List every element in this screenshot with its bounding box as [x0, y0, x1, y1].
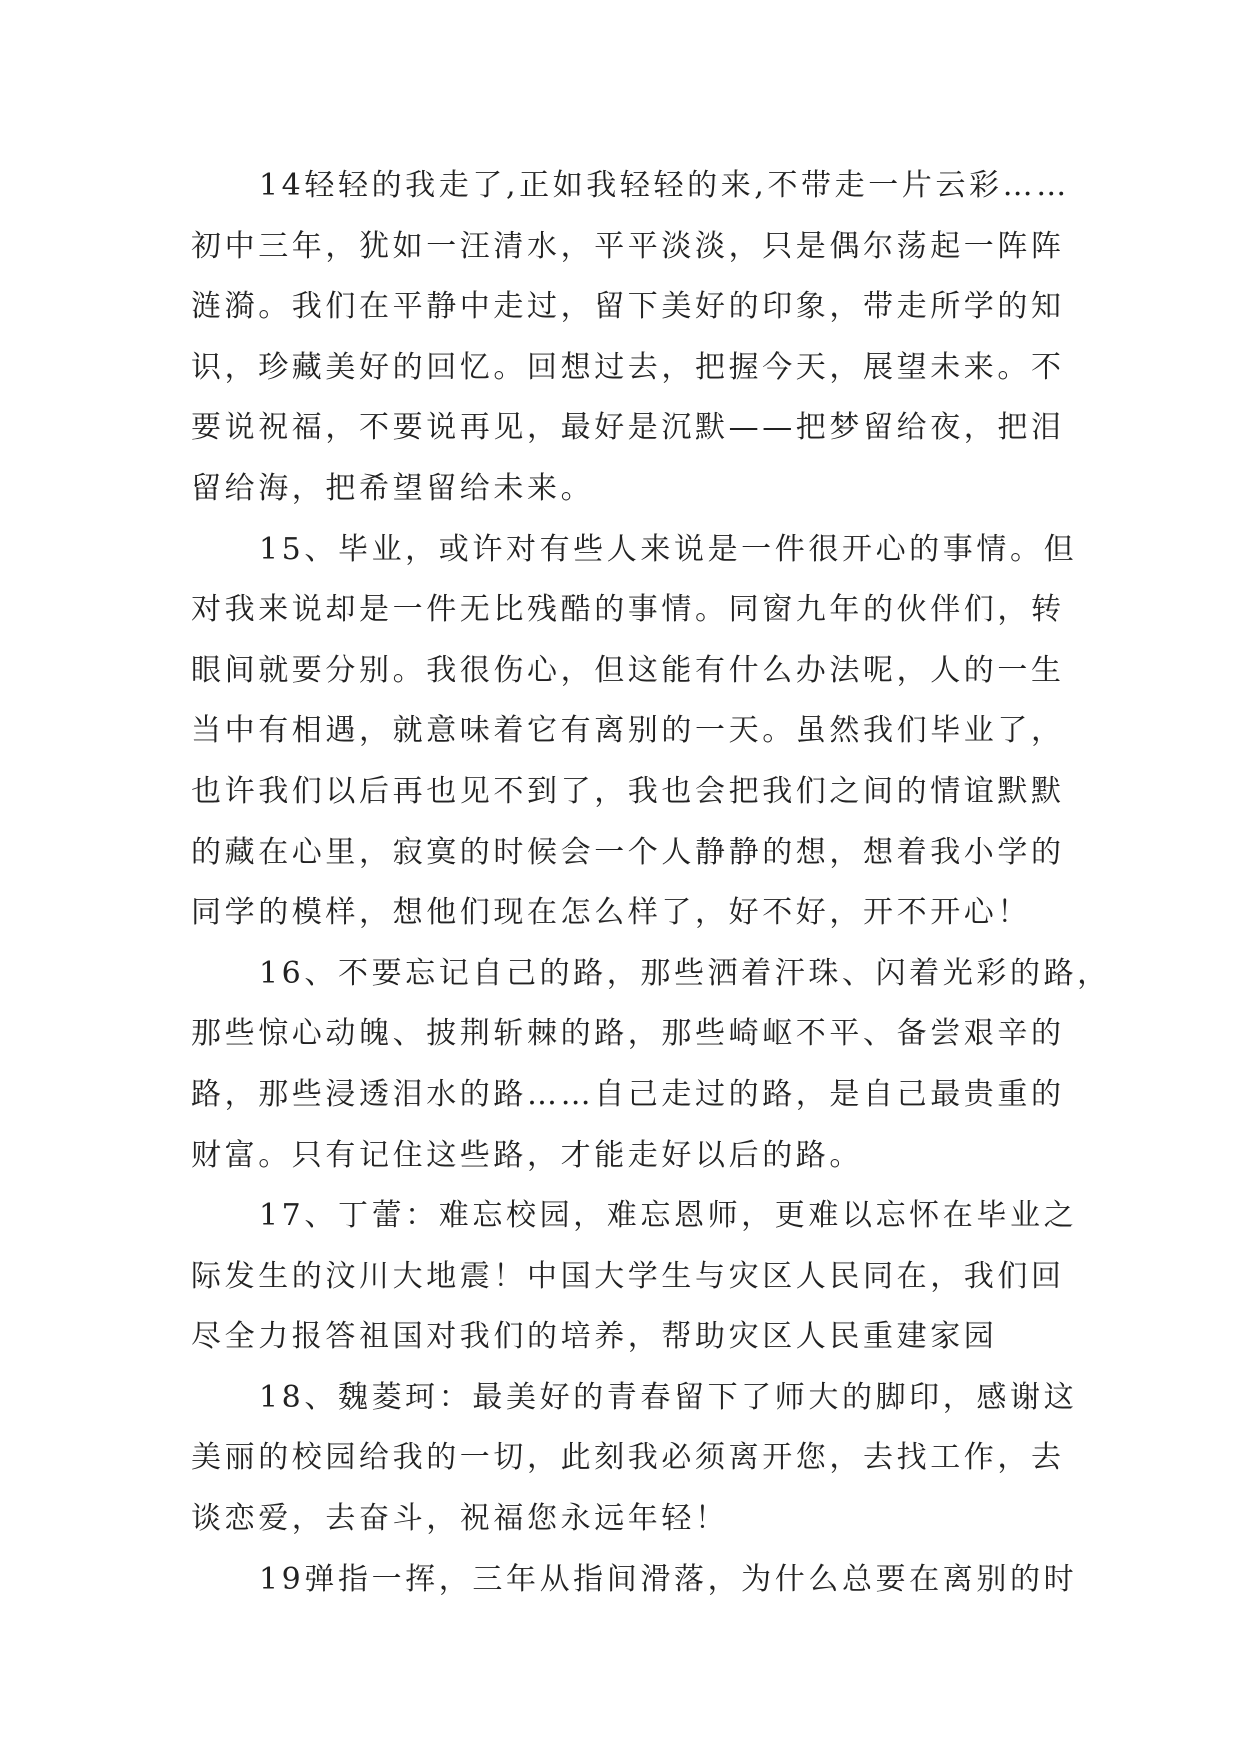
text-line: 尽全力报答祖国对我们的培养，帮助灾区人民重建家园	[191, 1319, 998, 1355]
text-line: 留给海，把希望留给未来。	[191, 470, 595, 506]
text-line: 眼间就要分别。我很伤心，但这能有什么办法呢，人的一生	[191, 652, 1065, 688]
text-line: 18、魏菱珂：最美好的青春留下了师大的脚印，感谢这	[259, 1379, 1078, 1415]
text-line: 那些惊心动魄、披荆斩棘的路，那些崎岖不平、备尝艰辛的	[191, 1016, 1065, 1052]
text-line: 15、毕业，或许对有些人来说是一件很开心的事情。但	[259, 531, 1078, 567]
text-line: 16、不要忘记自己的路，那些洒着汗珠、闪着光彩的路，	[259, 955, 1111, 991]
text-line: 识，珍藏美好的回忆。回想过去，把握今天，展望未来。不	[191, 349, 1065, 385]
text-line: 同学的模样，想他们现在怎么样了，好不好，开不开心！	[191, 895, 1031, 931]
text-line: 美丽的校园给我的一切，此刻我必须离开您，去找工作，去	[191, 1440, 1065, 1476]
text-line: 对我来说却是一件无比残酷的事情。同窗九年的伙伴们，转	[191, 592, 1065, 628]
text-line: 17、丁蕾：难忘校园，难忘恩师，更难以忘怀在毕业之	[259, 1198, 1078, 1234]
text-line: 财富。只有记住这些路，才能走好以后的路。	[191, 1137, 863, 1173]
text-line: 要说祝福，不要说再见，最好是沉默——把梦留给夜，把泪	[191, 410, 1065, 446]
text-line: 的藏在心里，寂寞的时候会一个人静静的想，想着我小学的	[191, 834, 1065, 870]
text-line: 19弹指一挥，三年从指间滑落，为什么总要在离别的时	[259, 1561, 1078, 1597]
text-line: 际发生的汶川大地震！中国大学生与灾区人民同在，我们回	[191, 1258, 1065, 1294]
text-line: 也许我们以后再也见不到了，我也会把我们之间的情谊默默	[191, 773, 1065, 809]
text-line: 初中三年，犹如一汪清水，平平淡淡，只是偶尔荡起一阵阵	[191, 228, 1065, 264]
text-line: 涟漪。我们在平静中走过，留下美好的印象，带走所学的知	[191, 289, 1065, 325]
body-text	[191, 156, 1111, 1610]
text-line: 谈恋爱，去奋斗，祝福您永远年轻！	[191, 1501, 729, 1537]
text-line: 14轻轻的我走了,正如我轻轻的来,不带走一片云彩……	[259, 168, 1070, 203]
text-line: 路，那些浸透泪水的路……自己走过的路，是自己最贵重的	[191, 1076, 1065, 1112]
text-line: 当中有相遇，就意味着它有离别的一天。虽然我们毕业了，	[191, 713, 1065, 749]
